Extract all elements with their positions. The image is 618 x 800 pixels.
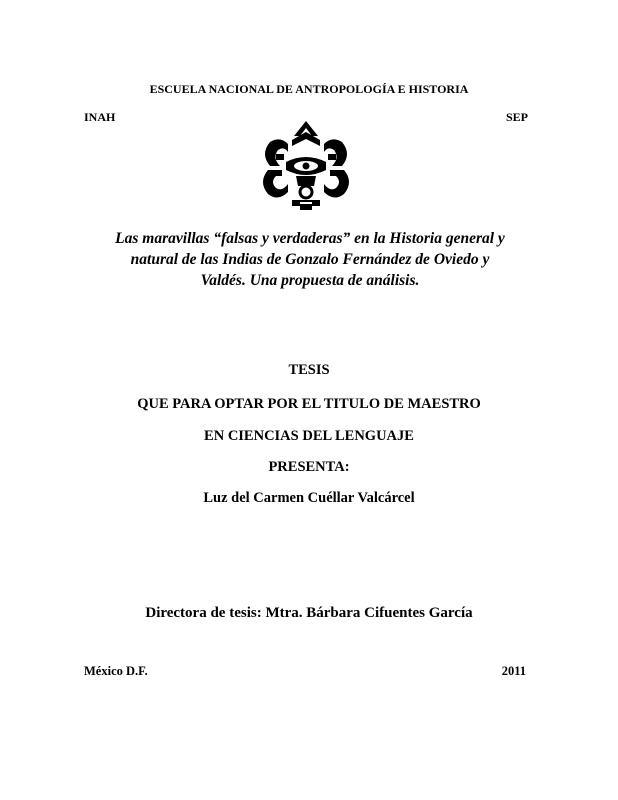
thesis-advisor: Directora de tesis: Mtra. Bárbara Cifuentes García — [145, 605, 473, 621]
degree-field: EN CIENCIAS DEL LENGUAJE — [204, 428, 414, 444]
institution-name: ESCUELA NACIONAL DE ANTROPOLOGÍA E HISTORIA — [149, 82, 469, 96]
degree-purpose: QUE PARA OPTAR POR EL TITULO DE MAESTRO — [137, 396, 481, 412]
place-label: México D.F. — [84, 664, 148, 678]
year-label: 2011 — [501, 664, 526, 678]
thesis-type: TESIS — [288, 362, 330, 378]
thesis-title-line-2: natural de las Indias de Gonzalo Fernández de Oviedo y — [130, 251, 490, 268]
sep-label: SEP — [505, 110, 528, 124]
presents-label: PRESENTA: — [268, 459, 350, 475]
inah-label: INAH — [84, 110, 116, 124]
author-name: Luz del Carmen Cuéllar Valcárcel — [203, 490, 415, 506]
inah-emblem-icon — [256, 118, 356, 213]
thesis-title-line-3: Valdés. Una propuesta de análisis. — [200, 272, 420, 289]
thesis-title — [84, 228, 536, 291]
thesis-title-line-1: Las maravillas “falsas y verdaderas” en la Historia general y — [115, 230, 505, 247]
